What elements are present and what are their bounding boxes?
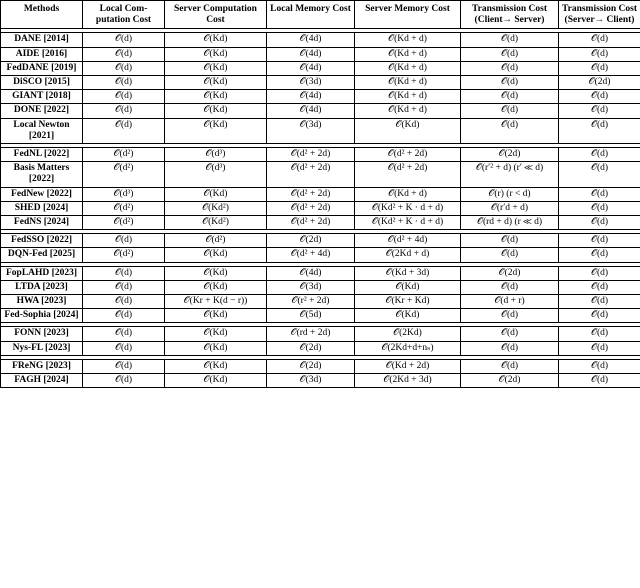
cell-transmission-server-client: 𝒪(d) [559,90,640,104]
cell-local-memory: 𝒪(3d) [267,76,355,90]
cell-local-memory: 𝒪(2d) [267,234,355,248]
cell-local-computation: 𝒪(d²) [83,216,165,230]
cell-transmission-client-server: 𝒪(d) [461,309,559,323]
cell-method: DiSCO [2015] [1,76,83,90]
cell-transmission-server-client: 𝒪(d) [559,187,640,201]
cell-method: Fed-Sophia [2024] [1,309,83,323]
cell-server-computation: 𝒪(Kd) [165,104,267,118]
cell-method: HWA [2023] [1,295,83,309]
cell-transmission-client-server: 𝒪(r′d + d) [461,201,559,215]
header-local-memory: Local Memory Cost [267,1,355,29]
cell-transmission-client-server: 𝒪(d) [461,248,559,262]
cell-local-computation: 𝒪(d²) [83,201,165,215]
cell-local-memory: 𝒪(3d) [267,374,355,388]
cell-server-memory: 𝒪(2Kd) [355,327,461,341]
cell-transmission-client-server: 𝒪(d) [461,280,559,294]
cell-method: LTDA [2023] [1,280,83,294]
cell-local-memory: 𝒪(d² + 2d) [267,216,355,230]
cell-method: Local Newton [2021] [1,118,83,143]
cell-transmission-client-server: 𝒪(d + r) [461,295,559,309]
cell-transmission-server-client: 𝒪(d) [559,341,640,355]
table-row [1,295,640,309]
cell-transmission-client-server: 𝒪(d) [461,90,559,104]
cell-local-computation: 𝒪(d) [83,309,165,323]
cell-local-memory: 𝒪(3d) [267,118,355,143]
cell-transmission-server-client: 𝒪(d) [559,61,640,75]
cell-local-computation: 𝒪(d) [83,280,165,294]
cell-transmission-client-server: 𝒪(d) [461,341,559,355]
cell-local-computation: 𝒪(d) [83,327,165,341]
cell-server-computation: 𝒪(Kd) [165,359,267,373]
cell-method: Basis Matters [2022] [1,162,83,187]
cell-transmission-client-server: 𝒪(d) [461,33,559,47]
cell-method: AIDE [2016] [1,47,83,61]
cell-local-computation: 𝒪(d) [83,33,165,47]
cell-transmission-server-client: 𝒪(d) [559,327,640,341]
cell-transmission-server-client: 𝒪(d) [559,201,640,215]
cell-server-memory: 𝒪(Kd + 3d) [355,266,461,280]
table-row [1,104,640,118]
cell-transmission-server-client: 𝒪(d) [559,359,640,373]
cell-server-memory: 𝒪(Kd + d) [355,76,461,90]
cell-local-computation: 𝒪(d) [83,76,165,90]
table-row [1,309,640,323]
cell-server-memory: 𝒪(Kd + d) [355,61,461,75]
cell-server-memory: 𝒪(d² + 4d) [355,234,461,248]
cell-local-memory: 𝒪(5d) [267,309,355,323]
cell-server-computation: 𝒪(Kd²) [165,201,267,215]
table-row [1,341,640,355]
cell-server-computation: 𝒪(Kd) [165,266,267,280]
cell-server-computation: 𝒪(Kd) [165,309,267,323]
cell-local-memory: 𝒪(r² + 2d) [267,295,355,309]
cell-server-memory: 𝒪(Kd + d) [355,33,461,47]
table-row [1,33,640,47]
cell-transmission-server-client: 𝒪(d) [559,162,640,187]
cell-local-memory: 𝒪(d² + 2d) [267,201,355,215]
cell-server-memory: 𝒪(Kr + Kd) [355,295,461,309]
cell-transmission-server-client: 𝒪(2d) [559,76,640,90]
cell-transmission-server-client: 𝒪(d) [559,295,640,309]
cell-transmission-client-server: 𝒪(d) [461,61,559,75]
header-server-computation: Server Computation Cost [165,1,267,29]
cell-method: FedNS [2024] [1,216,83,230]
cell-local-computation: 𝒪(d) [83,61,165,75]
cell-transmission-server-client: 𝒪(d) [559,148,640,162]
cell-server-computation: 𝒪(Kd) [165,47,267,61]
cell-server-memory: 𝒪(Kd + d) [355,90,461,104]
cell-local-memory: 𝒪(d² + 2d) [267,148,355,162]
cell-transmission-server-client: 𝒪(d) [559,374,640,388]
cell-server-memory: 𝒪(2Kd + 3d) [355,374,461,388]
table-row [1,148,640,162]
cell-server-memory: 𝒪(2Kd + d) [355,248,461,262]
cell-transmission-client-server: 𝒪(2d) [461,266,559,280]
cell-transmission-server-client: 𝒪(d) [559,216,640,230]
cell-transmission-server-client: 𝒪(d) [559,118,640,143]
table-row [1,266,640,280]
header-methods: Methods [1,1,83,29]
cell-server-computation: 𝒪(Kr + K(d − r)) [165,295,267,309]
cell-method: FedNL [2022] [1,148,83,162]
cell-server-computation: 𝒪(Kd²) [165,216,267,230]
cell-local-memory: 𝒪(3d) [267,280,355,294]
table-row [1,216,640,230]
cell-transmission-client-server: 𝒪(r′² + d) (r′ ≪ d) [461,162,559,187]
cell-local-computation: 𝒪(d) [83,266,165,280]
cell-server-memory: 𝒪(d² + 2d) [355,148,461,162]
cell-local-memory: 𝒪(4d) [267,266,355,280]
cell-server-memory: 𝒪(Kd + d) [355,47,461,61]
header-row [1,1,640,29]
cell-local-memory: 𝒪(4d) [267,90,355,104]
cell-server-memory: 𝒪(Kd² + K · d + d) [355,201,461,215]
cell-transmission-server-client: 𝒪(d) [559,248,640,262]
cell-transmission-client-server: 𝒪(d) [461,104,559,118]
cell-server-memory: 𝒪(Kd) [355,118,461,143]
cell-server-computation: 𝒪(Kd) [165,33,267,47]
cell-server-computation: 𝒪(Kd) [165,61,267,75]
cell-server-memory: 𝒪(Kd) [355,309,461,323]
header-transmission-client-server: Transmission Cost (Client→ Server) [461,1,559,29]
cell-transmission-client-server: 𝒪(d) [461,359,559,373]
cell-server-computation: 𝒪(Kd) [165,327,267,341]
cell-local-memory: 𝒪(4d) [267,33,355,47]
cell-server-memory: 𝒪(Kd + 2d) [355,359,461,373]
cell-transmission-client-server: 𝒪(2d) [461,374,559,388]
cell-transmission-client-server: 𝒪(d) [461,76,559,90]
table-row [1,90,640,104]
cell-transmission-client-server: 𝒪(d) [461,234,559,248]
cell-local-computation: 𝒪(d²) [83,162,165,187]
table-row [1,118,640,143]
cell-server-memory: 𝒪(d² + 2d) [355,162,461,187]
cell-method: SHED [2024] [1,201,83,215]
cell-transmission-server-client: 𝒪(d) [559,309,640,323]
cell-local-memory: 𝒪(2d) [267,341,355,355]
cell-transmission-client-server: 𝒪(d) [461,118,559,143]
table-row [1,359,640,373]
cell-method: FAGH [2024] [1,374,83,388]
cell-server-memory: 𝒪(Kd² + K · d + d) [355,216,461,230]
cell-transmission-client-server: 𝒪(2d) [461,148,559,162]
table-row [1,162,640,187]
cell-local-computation: 𝒪(d²) [83,148,165,162]
table-row [1,201,640,215]
cell-local-computation: 𝒪(d) [83,359,165,373]
cell-server-computation: 𝒪(Kd) [165,187,267,201]
cell-local-memory: 𝒪(4d) [267,104,355,118]
cell-transmission-server-client: 𝒪(d) [559,104,640,118]
cell-local-memory: 𝒪(d² + 2d) [267,187,355,201]
cell-local-memory: 𝒪(d² + 4d) [267,248,355,262]
table-row [1,187,640,201]
cell-local-memory: 𝒪(d² + 2d) [267,162,355,187]
cell-local-memory: 𝒪(rd + 2d) [267,327,355,341]
table-row [1,374,640,388]
cell-local-computation: 𝒪(d) [83,90,165,104]
cell-server-computation: 𝒪(Kd) [165,248,267,262]
cell-local-computation: 𝒪(d) [83,341,165,355]
cell-method: FReNG [2023] [1,359,83,373]
cell-method: FopLAHD [2023] [1,266,83,280]
cell-local-computation: 𝒪(d) [83,47,165,61]
cell-method: DANE [2014] [1,33,83,47]
cell-server-memory: 𝒪(Kd) [355,280,461,294]
cell-local-computation: 𝒪(d²) [83,248,165,262]
cell-local-computation: 𝒪(d) [83,295,165,309]
cell-transmission-server-client: 𝒪(d) [559,234,640,248]
cell-local-computation: 𝒪(d³) [83,187,165,201]
cell-method: FedNew [2022] [1,187,83,201]
cell-server-computation: 𝒪(Kd) [165,280,267,294]
cell-server-computation: 𝒪(d³) [165,162,267,187]
cell-local-memory: 𝒪(2d) [267,359,355,373]
cell-server-memory: 𝒪(2Kd+d+nₛ) [355,341,461,355]
table-row [1,47,640,61]
cell-server-computation: 𝒪(Kd) [165,374,267,388]
cell-local-computation: 𝒪(d) [83,234,165,248]
cell-local-computation: 𝒪(d) [83,374,165,388]
header-transmission-server-client: Transmission Cost (Server→ Client) [559,1,640,29]
cell-transmission-server-client: 𝒪(d) [559,266,640,280]
cell-server-computation: 𝒪(Kd) [165,341,267,355]
table-row [1,61,640,75]
cell-method: FedDANE [2019] [1,61,83,75]
table-row [1,327,640,341]
cell-transmission-server-client: 𝒪(d) [559,280,640,294]
table-row [1,76,640,90]
cell-transmission-client-server: 𝒪(d) [461,327,559,341]
cell-local-computation: 𝒪(d) [83,118,165,143]
cell-local-computation: 𝒪(d) [83,104,165,118]
cell-method: DQN-Fed [2025] [1,248,83,262]
cell-method: FONN [2023] [1,327,83,341]
header-local-computation: Local Com-putation Cost [83,1,165,29]
cell-method: DONE [2022] [1,104,83,118]
cell-local-memory: 𝒪(4d) [267,61,355,75]
table-body [1,29,640,388]
cell-transmission-client-server: 𝒪(d) [461,47,559,61]
cell-server-memory: 𝒪(Kd + d) [355,104,461,118]
header-server-memory: Server Memory Cost [355,1,461,29]
cell-server-computation: 𝒪(d³) [165,148,267,162]
cell-method: GIANT [2018] [1,90,83,104]
table-row [1,280,640,294]
table-row [1,248,640,262]
cell-method: FedSSO [2022] [1,234,83,248]
cell-transmission-client-server: 𝒪(r) (r < d) [461,187,559,201]
cell-server-computation: 𝒪(d²) [165,234,267,248]
table-row [1,234,640,248]
cell-server-computation: 𝒪(Kd) [165,76,267,90]
cell-server-computation: 𝒪(Kd) [165,90,267,104]
cell-method: Nys-FL [2023] [1,341,83,355]
cell-server-computation: 𝒪(Kd) [165,118,267,143]
cell-local-memory: 𝒪(4d) [267,47,355,61]
cell-transmission-server-client: 𝒪(d) [559,33,640,47]
cell-server-memory: 𝒪(Kd + d) [355,187,461,201]
cell-transmission-server-client: 𝒪(d) [559,47,640,61]
cell-transmission-client-server: 𝒪(rd + d) (r ≪ d) [461,216,559,230]
